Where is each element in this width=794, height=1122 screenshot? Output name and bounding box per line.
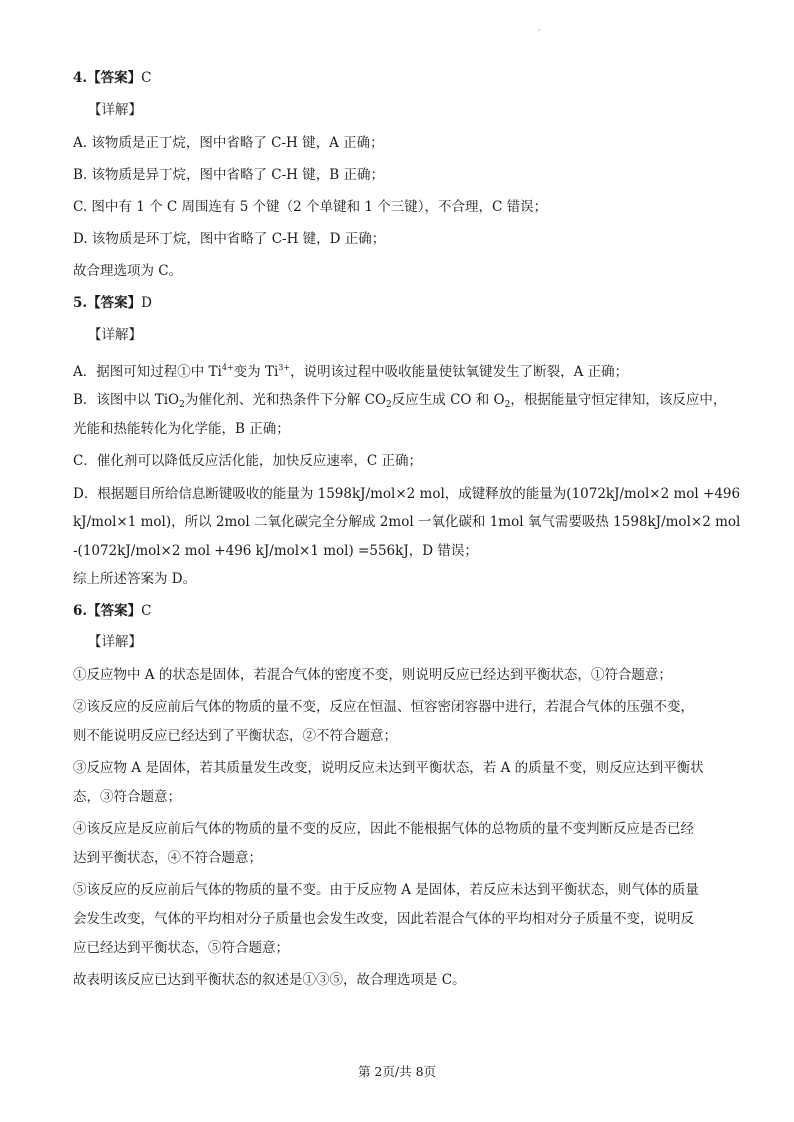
q4-line-d: D. 该物质是环丁烷，图中省略了 C-H 键，D 正确；	[73, 231, 386, 247]
q6-detail-label: 【详解】	[88, 634, 142, 650]
q5-a-text-3: ，说明该过程中吸收能量使钛氧键发生了断裂，A 正确；	[290, 364, 629, 380]
q6-line-5c: 应已经达到平衡状态，⑤符合题意；	[73, 940, 289, 956]
q5-detail-label: 【详解】	[88, 327, 142, 343]
page-number-footer: 第 2页/共 8页	[357, 1064, 437, 1079]
top-mark: ·	[538, 26, 541, 35]
q6-line-3b: 态，③符合题意；	[73, 789, 181, 805]
q5-line-a	[73, 358, 733, 382]
q6-line-1: ①反应物中 A 的状态是固体，若混合气体的密度不变，则说明反应已经达到平衡状态，①符合题意；	[73, 667, 672, 683]
q5-b-sub-3: 2	[504, 400, 511, 410]
q5-number: 5.	[73, 295, 88, 311]
q5-a-text-2: 变为 Ti	[233, 364, 279, 380]
q6-line-5b: 会发生改变，气体的平均相对分子质量也会发生改变，因此若混合气体的平均相对分子质量不变，说明反	[73, 911, 694, 927]
q4-line-a: A. 该物质是正丁烷，图中省略了 C-H 键，A 正确；	[73, 135, 384, 151]
q6-number: 6.	[73, 603, 88, 619]
q6-line-2a: ②该反应的反应前后气体的物质的量不变，反应在恒温、恒容密闭容器中进行，若混合气体的压强不变，	[73, 699, 694, 715]
q5-conclusion: 综上所述答案为 D。	[73, 571, 197, 587]
q5-answer-tag: 【答案】	[87, 295, 142, 311]
q5-b-text-4: ，根据能量守恒定律知，该反应中，	[510, 392, 727, 408]
q5-b-text-3: 反应生成 CO 和 O	[391, 392, 505, 408]
q5-line-d-3: -(1072kJ/mol×2 mol +496 kJ/mol×1 mol) =556kJ，D 错误；	[73, 543, 478, 559]
q4-heading	[73, 68, 733, 88]
q4-line-b: B. 该物质是异丁烷，图中省略了 C-H 键，B 正确；	[73, 167, 384, 183]
q5-a-text-1: A．据图可知过程①中 Ti	[73, 364, 222, 380]
q4-answer: C	[141, 70, 152, 86]
q4-answer-tag: 【答案】	[87, 70, 142, 86]
q5-answer: D	[141, 295, 152, 311]
q5-line-c: C．催化剂可以降低反应活化能，加快反应速率，C 正确；	[73, 453, 422, 469]
q6-conclusion: 故表明该反应已达到平衡状态的叙述是①③⑤，故合理选项是 C。	[73, 972, 466, 988]
q4-conclusion: 故合理选项为 C。	[73, 263, 183, 279]
q5-b-sub-2: 2	[386, 400, 392, 410]
q6-line-5a: ⑤该反应的反应前后气体的物质的量不变。由于反应物 A 是固体，若反应未达到平衡状态，则气体的质量	[73, 882, 699, 898]
q5-line-d-2: kJ/mol×1 mol)，所以 2mol 二氧化碳完全分解成 2mol 一氧化碳和 1mol 氧气需要吸热 1598kJ/mol×2 mol	[73, 514, 741, 530]
q6-line-2b: 则不能说明反应已经达到了平衡状态，②不符合题意；	[73, 728, 397, 744]
q5-line-d-1: D．根据题目所给信息断键吸收的能量为 1598kJ/mol×2 mol，成键释放的能量为(1072kJ/mol×2 mol +496	[73, 486, 741, 502]
q5-a-sup-1: 4+	[221, 363, 234, 372]
q4-line-c: C. 图中有 1 个 C 周围连有 5 个键（2 个单键和 1 个三键），不合理，C 错误；	[73, 199, 548, 215]
q6-line-4a: ④该反应是反应前后气体的物质的量不变的反应，因此不能根据气体的总物质的量不变判断反应是否已经	[73, 821, 694, 837]
q6-line-3a: ③反应物 A 是固体，若其质量发生改变，说明反应未达到平衡状态，若 A 的质量不变，则反应达到平衡状	[73, 760, 704, 776]
q5-line-b	[73, 390, 733, 415]
q4-number: 4.	[73, 70, 88, 86]
q5-b-text-1: B．该图中以 TiO	[73, 392, 180, 408]
q6-line-4b: 达到平衡状态，④不符合题意；	[73, 850, 262, 866]
q6-answer-tag: 【答案】	[87, 603, 142, 619]
q5-b-text-2: 为催化剂、光和热条件下分解 CO	[184, 392, 387, 408]
q5-line-b-cont: 光能和热能转化为化学能，B 正确；	[73, 421, 290, 437]
q4-detail-label: 【详解】	[88, 102, 142, 118]
q5-a-sup-2: 3+	[278, 363, 291, 372]
q6-heading	[73, 601, 733, 621]
q6-answer: C	[141, 603, 152, 619]
q5-b-sub-1: 2	[179, 400, 185, 410]
q5-heading	[73, 293, 733, 313]
